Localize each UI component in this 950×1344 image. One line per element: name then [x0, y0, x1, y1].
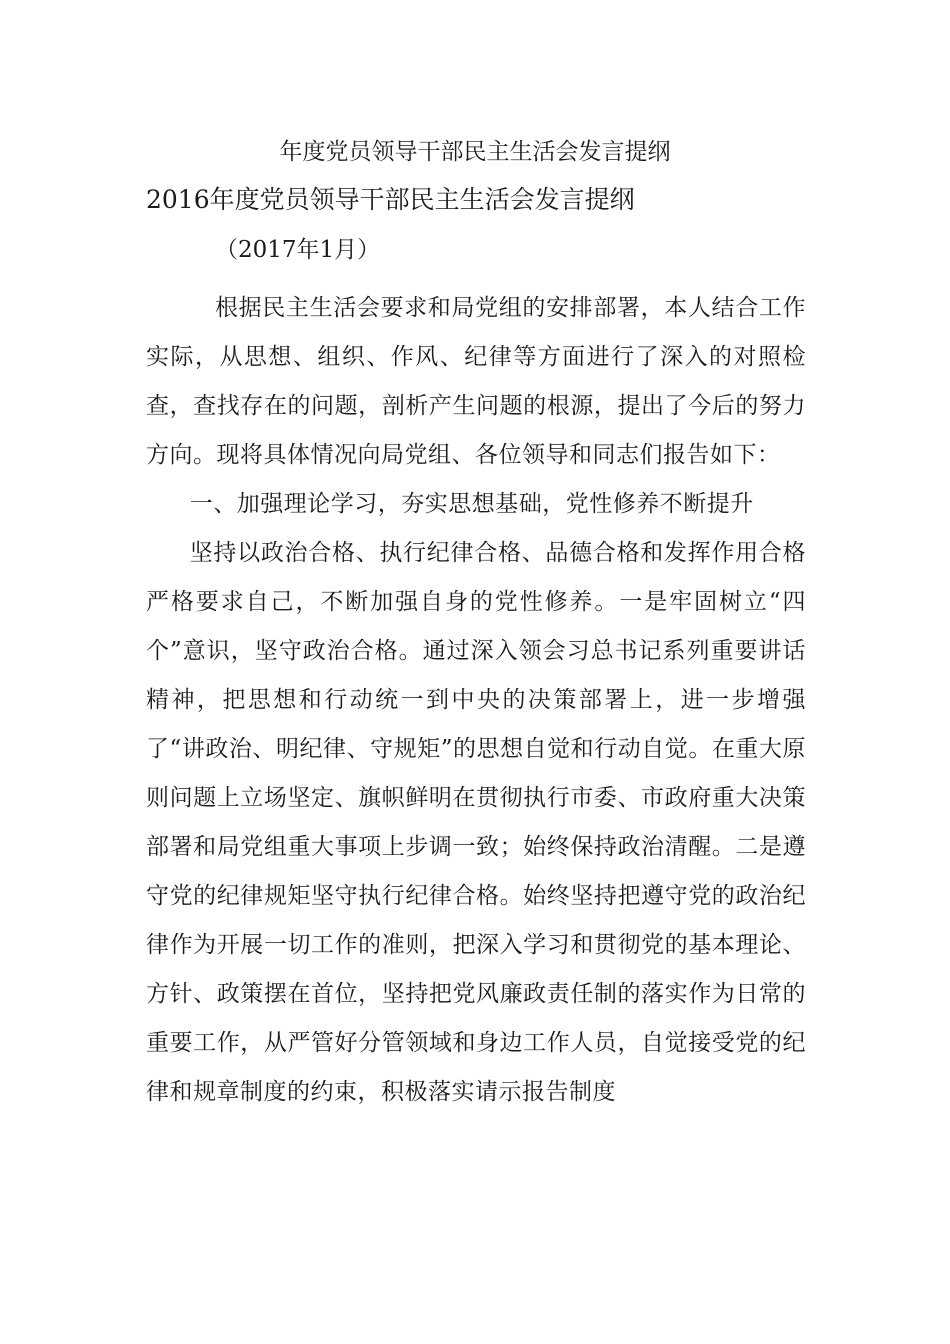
- document-title: 年度党员领导干部民主生活会发言提纲: [279, 139, 671, 165]
- intro-paragraph: 根据民主生活会要求和局党组的安排部署，本人结合工作实际，从思想、组织、作风、纪律等方面进行了深入的对照检查，查找存在的问题，剖析产生问题的根源，提出了今后的努力方向。现将具体情况向局党组、各位领导和同志们报告如下：: [146, 295, 806, 468]
- document-body: [146, 284, 806, 1117]
- document-subtitle: 2016年度党员领导干部民主生活会发言提纲: [146, 185, 635, 214]
- document-date: （2017年1月）: [215, 237, 381, 263]
- section-heading: 一、加强理论学习，夯实思想基础，党性修养不断提升: [189, 491, 754, 517]
- section-paragraph: 坚持以政治合格、执行纪律合格、品德合格和发挥作用合格严格要求自己，不断加强自身的党性修养。一是牢固树立“四个”意识，坚守政治合格。通过深入领会习总书记系列重要讲话精神，把思想和行动统一到中央的决策部署上，进一步增强了“讲政治、明纪律、守规矩”的思想自觉和行动自觉。在重大原则问题上立场坚定、旗帜鲜明在贯彻执行市委、市政府重大决策部署和局党组重大事项上步调一致；始终保持政治清醒。二是遵守党的纪律规矩坚守执行纪律合格。始终坚持把遵守党的政治纪律作为开展一切工作的准则，把深入学习和贯彻党的基本理论、方针、政策摆在首位，坚持把党风廉政责任制的落实作为日常的重要工作，从严管好分管领域和身边工作人员，自觉接受党的纪律和规章制度的约束，积极落实请示报告制度: [146, 540, 806, 1105]
